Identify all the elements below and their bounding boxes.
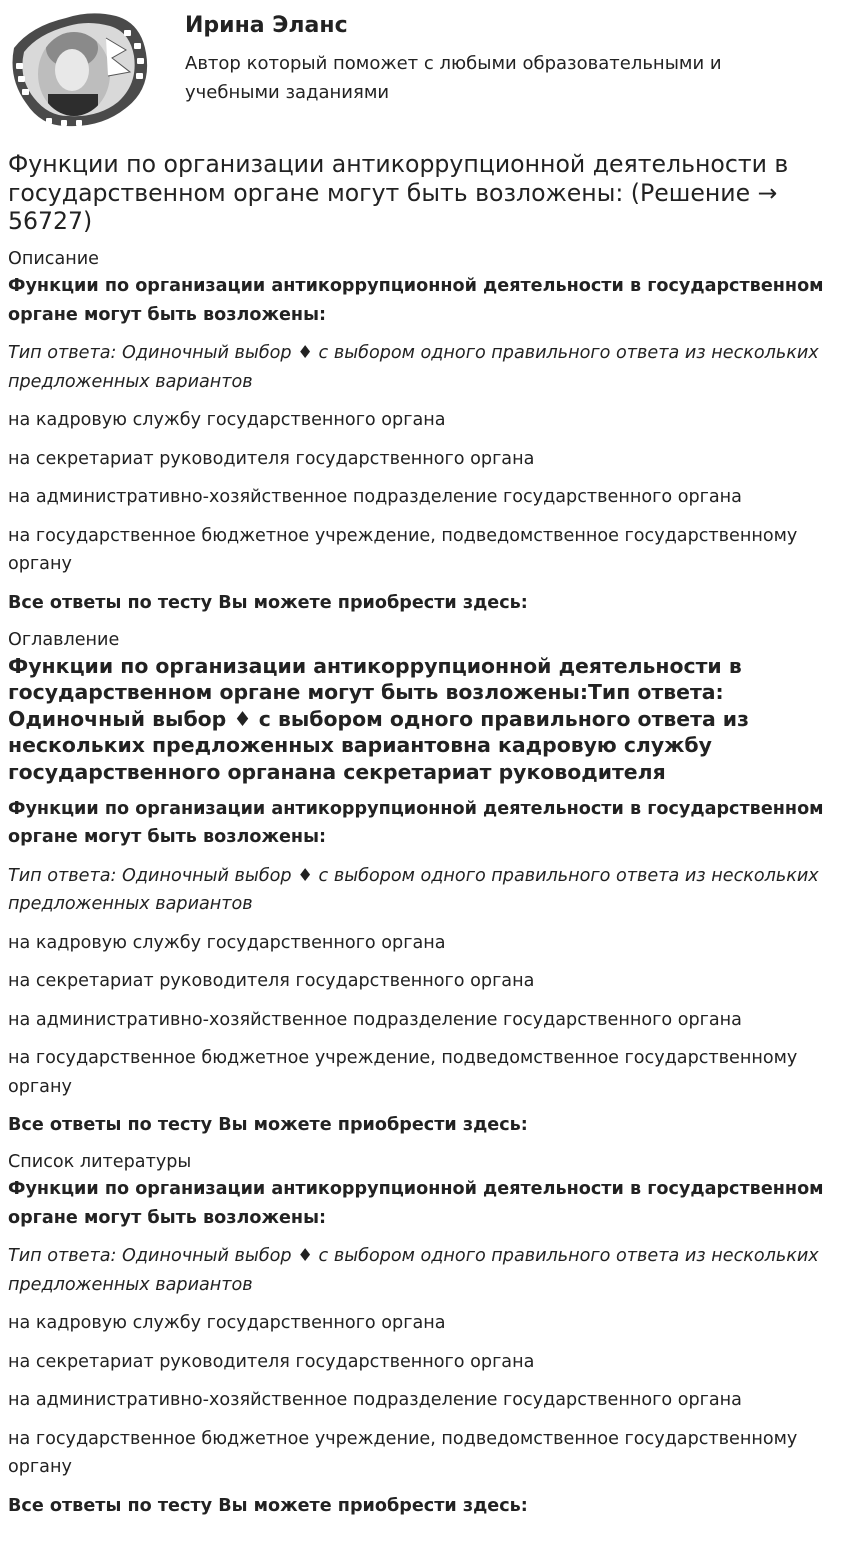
section-label-description: Описание (8, 249, 100, 269)
question-text: Функции по организации антикоррупционной деятельности в государственном органе могут быть возложены: (8, 1179, 824, 1228)
answer-option: на секретариат руководителя государственного органа (8, 448, 535, 469)
author-block (0, 0, 847, 140)
answer-type: Тип ответа: Одиночный выбор ♦ с выбором одного правильного ответа из нескольких предложенных вариантов (8, 343, 819, 392)
buy-link-text: Все ответы по тесту Вы можете приобрести здесь: (8, 592, 528, 613)
answer-option: на государственное бюджетное учреждение, подведомственное государственному органу (8, 1428, 798, 1477)
answer-type: Тип ответа: Одиночный выбор ♦ с выбором одного правильного ответа из нескольких предложенных вариантов (8, 865, 819, 914)
author-avatar (6, 8, 152, 128)
author-description: Автор который поможет с любыми образовательными и учебными заданиями (185, 53, 722, 103)
answer-option: на кадровую службу государственного органа (8, 1313, 446, 1333)
main-content (8, 246, 838, 1520)
answer-option: на административно-хозяйственное подразделение государственного органа (8, 1390, 742, 1410)
answer-option: на государственное бюджетное учреждение, подведомственное государственному органу (8, 525, 798, 574)
question-text: Функции по организации антикоррупционной деятельности в государственном органе могут быть возложены: (8, 798, 824, 847)
answer-option: на кадровую службу государственного органа (8, 410, 446, 430)
answer-option: на секретариат руководителя государственного органа (8, 971, 535, 991)
buy-link-text: Все ответы по тесту Вы можете приобрести здесь: (8, 1495, 528, 1516)
section-label-toc: Оглавление (8, 629, 120, 650)
answer-option: на административно-хозяйственное подразделение государственного органа (8, 487, 742, 507)
answer-option: на административно-хозяйственное подразделение государственного органа (8, 1009, 742, 1030)
toc-heading: Функции по организации антикоррупционной деятельности в государственном органе могут быть возложены:Тип ответа: Одиночный выбор ♦ с выбором одного правильного ответа из нескольких предложенных вариантовна кадровую службу государственного органана секретариат руководителя (8, 653, 749, 784)
buy-link-text: Все ответы по тесту Вы можете приобрести здесь: (8, 1115, 528, 1135)
page-title: Функции по организации антикоррупционной деятельности в государственном органе могут быть возложены: (Решение → 56727) (8, 150, 789, 235)
question-text: Функции по организации антикоррупционной деятельности в государственном органе могут быть возложены: (8, 276, 824, 325)
answer-option: на кадровую службу государственного органа (8, 932, 446, 953)
author-name: Ирина Эланс (185, 13, 348, 38)
section-label-literature: Список литературы (8, 1152, 192, 1172)
answer-option: на секретариат руководителя государственного органа (8, 1351, 535, 1372)
answer-type: Тип ответа: Одиночный выбор ♦ с выбором одного правильного ответа из нескольких предложенных вариантов (8, 1246, 819, 1295)
answer-option: на государственное бюджетное учреждение, подведомственное государственному органу (8, 1048, 798, 1097)
